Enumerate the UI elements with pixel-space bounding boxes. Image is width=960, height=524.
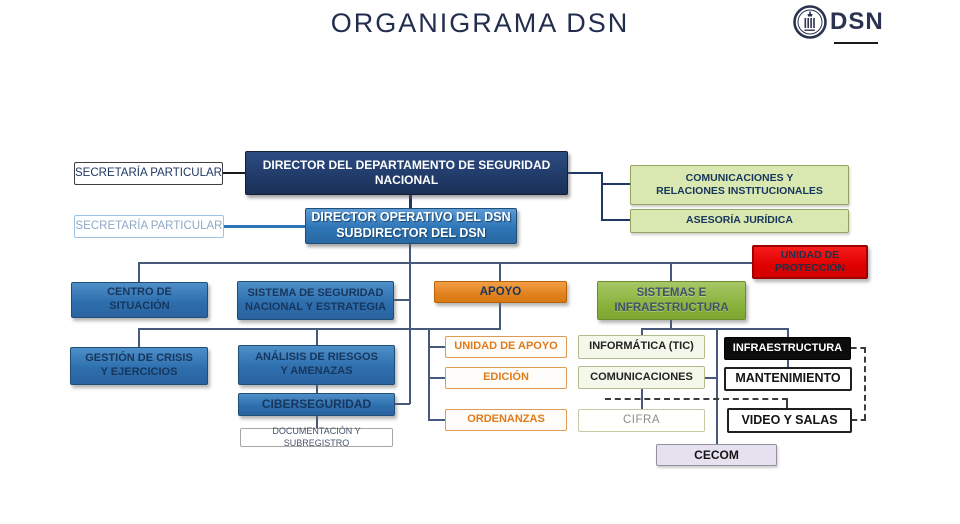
connector [716,328,718,444]
org-box-label: RELACIONES INSTITUCIONALES [656,185,823,197]
logo-text: DSN [830,8,884,35]
connector [670,262,672,281]
connector [394,299,410,301]
org-box-comunicaciones-relaciones [630,165,849,205]
connector [568,172,603,174]
connector [316,328,318,345]
org-box-infraestructura: INFRAESTRUCTURA [724,337,851,360]
org-box-ordenanzas: ORDENANZAS [445,409,567,431]
connector [138,262,752,264]
connector [601,219,630,221]
org-box-cecom: CECOM [656,444,777,466]
org-box-label: SITUACIÓN [109,300,170,312]
dsn-logo [792,2,922,52]
connector [601,172,603,221]
org-box-sistema-seguridad [237,281,394,320]
connector [138,262,140,282]
connector [395,403,410,405]
org-box-label: COMUNICACIONES Y [685,171,794,184]
dashed-connector [786,398,788,408]
org-box-label: PROTECCIÓN [774,262,845,274]
org-box-label: NACIONAL [374,173,439,187]
connector [428,419,445,421]
connector [138,328,500,330]
connector [224,225,305,228]
org-box-label: INFRAESTRUCTURA [614,301,729,314]
org-box-label: Y EJERCICIOS [100,366,178,378]
dashed-connector [605,398,788,400]
org-box-label: DIRECTOR OPERATIVO DEL DSN [311,210,511,225]
page-title: ORGANIGRAMA DSN [330,8,630,38]
connector [428,328,430,421]
org-box-label: SISTEMA DE SEGURIDAD [247,286,384,299]
org-box-ciberseguridad: CIBERSEGURIDAD [238,393,395,416]
connector [223,172,246,174]
org-box-gestion-crisis [70,347,208,385]
connector [705,377,717,379]
org-box-label: DIRECTOR DEL DEPARTAMENTO DE SEGURIDAD [262,158,551,172]
org-box-analisis-riesgos [238,345,395,385]
connector [641,328,788,330]
org-box-label: CENTRO DE [107,286,172,299]
connector [601,183,630,185]
org-box-label: SUBDIRECTOR DEL DSN [336,226,486,240]
org-box-label: UNIDAD DE [780,248,840,261]
connector [428,377,445,379]
org-box-director-dsn [245,151,568,195]
org-box-edicion: EDICIÓN [445,367,567,389]
org-box-label: GESTIÓN DE CRISIS [85,352,193,365]
crest-icon [792,3,828,41]
logo-underline [834,42,878,44]
dashed-connector [852,419,866,421]
org-box-label: SISTEMAS E [636,287,707,300]
org-box-unidad-proteccion [752,245,868,279]
org-box-cifra: CIFRA [578,409,705,432]
connector [499,262,501,281]
org-box-label: NACIONAL Y ESTRATEGIA [245,300,386,313]
org-box-comunicaciones: COMUNICACIONES [578,366,705,389]
org-box-sistemas-infraestructura [597,281,746,320]
org-box-asesoria-juridica: ASESORÍA JURÍDICA [630,209,849,233]
connector [428,346,445,348]
org-box-secretaria-particular-1: SECRETARÍA PARTICULAR [74,162,223,185]
org-box-centro-situacion [71,282,208,318]
org-box-unidad-apoyo: UNIDAD DE APOYO [445,336,567,358]
dashed-connector [864,347,866,420]
connector [409,194,412,209]
org-box-secretaria-particular-2: SECRETARÍA PARTICULAR [74,215,224,238]
org-box-mantenimiento: MANTENIMIENTO [724,367,852,391]
org-box-director-operativo [305,208,517,244]
connector [499,303,501,330]
org-box-informatica-tic: INFORMÁTICA (TIC) [578,335,705,359]
connector [138,328,140,347]
connector [409,244,411,404]
org-box-video-salas: VIDEO Y SALAS [727,408,852,433]
org-box-label: ANÁLISIS DE RIESGOS [255,351,378,364]
org-box-label: Y AMENAZAS [280,365,353,377]
org-box-apoyo: APOYO [434,281,567,303]
org-box-documentacion-subregistro: DOCUMENTACIÓN Y SUBREGISTRO [240,428,393,447]
